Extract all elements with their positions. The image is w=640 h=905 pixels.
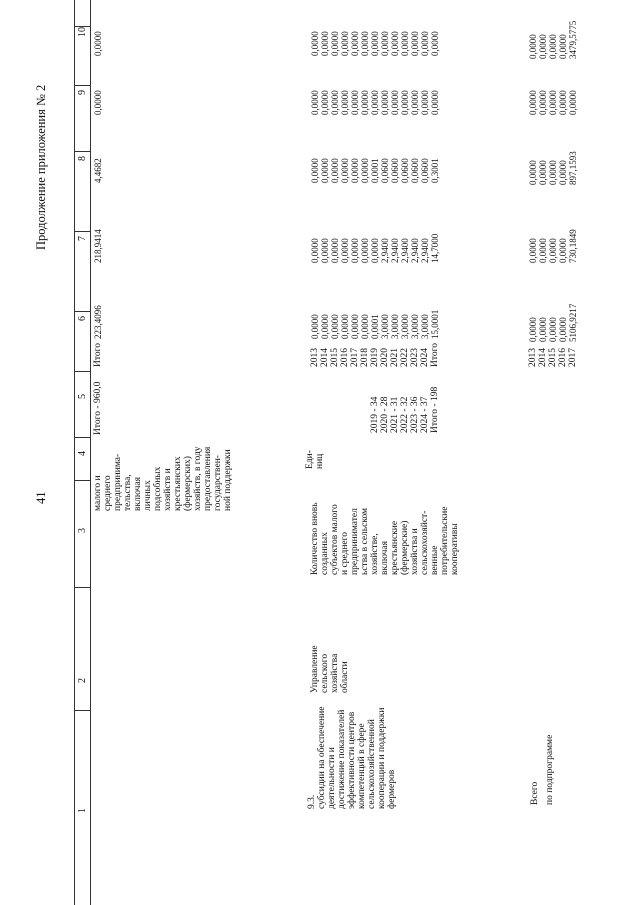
col-separator — [74, 151, 91, 152]
total-col10: 0,0000 0,0000 0,0000 0,0000 3479,5775 — [528, 20, 578, 59]
col-separator — [74, 311, 91, 312]
col-separator — [74, 85, 91, 86]
top-row-col8: 4,4682 — [93, 158, 103, 183]
table-top-border — [74, 0, 75, 905]
col-separator — [74, 710, 91, 711]
total-col7: 0,0000 0,0000 0,0000 0,0000 730,1849 — [528, 229, 578, 263]
col-header-4: 4 — [77, 451, 88, 456]
top-row-target: Итого - 960,0 — [93, 381, 103, 435]
row-targets: 2019 - 34 2020 - 28 2021 - 31 2022 - 32 2023 - 36 2024 - 37 Итого - 198 — [370, 386, 440, 433]
total-col9: 0,0000 0,0000 0,0000 0,0000 0,0000 — [528, 90, 578, 115]
top-row-col9: 0,0000 — [93, 90, 103, 115]
total-years: 2013 2014 2015 2016 2017 — [528, 348, 578, 367]
row-col7-values: 0,0000 0,0000 0,0000 0,0000 0,0000 0,0000 0,0000 2,9400 2,9400 2,9400 2,9400 2,9400 14,7000 — [310, 233, 440, 263]
top-row-col6: 223,4096 — [93, 305, 103, 339]
col-header-6: 6 — [77, 316, 88, 321]
col-header-7: 7 — [77, 236, 88, 241]
col-separator — [74, 371, 91, 372]
row-executor: Управление сельского хозяйства области — [310, 645, 350, 693]
row-indicator: Количество вновь созданных субъектов малого и среднего предпринимател ьства в сельском хозяйстве, включая крестьянские (фермерские) хозяйства и сельскохозяйст- венные потребительские кооперативы — [310, 502, 460, 575]
col-header-8: 8 — [77, 156, 88, 161]
col-header-3: 3 — [77, 528, 88, 533]
row-col8-values: 0,0000 0,0000 0,0000 0,0000 0,0000 0,0000 0,0001 0,0600 0,0600 0,0600 0,0600 0,0600 0,3001 — [310, 158, 440, 183]
row-col10-values: 0,0000 0,0000 0,0000 0,0000 0,0000 0,0000 0,0000 0,0000 0,0000 0,0000 0,0000 0,0000 0,0000 — [310, 31, 440, 56]
col-header-10: 10 — [77, 27, 88, 37]
total-col6: 0,0000 0,0000 0,0000 0,0000 5106,9217 — [528, 303, 578, 342]
top-row-indicator-text: малого и среднего предпринима- тельства, включая личных подсобных хозяйств и крестьянских (фермерских) хозяйств, в году предоставления государствен- ной поддержки — [93, 446, 233, 511]
col-separator — [74, 587, 91, 588]
col-separator — [74, 480, 91, 481]
col-separator — [74, 437, 91, 438]
col-header-5: 5 — [77, 394, 88, 399]
col-separator — [74, 231, 91, 232]
col-header-9: 9 — [77, 90, 88, 95]
top-row-col7: 218,9414 — [93, 229, 103, 263]
continuation-title: Продолжение приложения № 2 — [34, 84, 48, 250]
col-header-2: 2 — [77, 678, 88, 683]
row-col9-values: 0,0000 0,0000 0,0000 0,0000 0,0000 0,0000 0,0000 0,0000 0,0000 0,0000 0,0000 0,0000 0,0000 — [310, 90, 440, 115]
col-header-1: 1 — [77, 808, 88, 813]
row-unit: Еди- ниц — [305, 450, 325, 469]
row-number: 9.3. — [307, 794, 317, 809]
page-number: 41 — [34, 491, 48, 504]
header-bottom-border — [90, 0, 91, 905]
row-name: субсидии на обеспечение деятельности и достижение показателей эффективности центров компетенций в сфере сельскохозяйственной кооперации и поддержки фермеров — [317, 706, 397, 809]
row-years: 2013 2014 2015 2016 2017 2018 2019 2020 2021 2022 2023 2024 Итого — [310, 342, 440, 367]
row-col6-values: 0,0000 0,0000 0,0000 0,0000 0,0000 0,0000 0,0001 3,0000 3,0000 3,0000 3,0000 3,0000 15,0001 — [310, 309, 440, 339]
top-row-year-label: Итого — [93, 342, 103, 367]
total-label: Всего по подпрограмме — [530, 734, 555, 805]
top-row-col10: 0,0000 — [93, 31, 103, 56]
total-col8: 0,0000 0,0000 0,0000 0,0000 897,1593 — [528, 151, 578, 185]
